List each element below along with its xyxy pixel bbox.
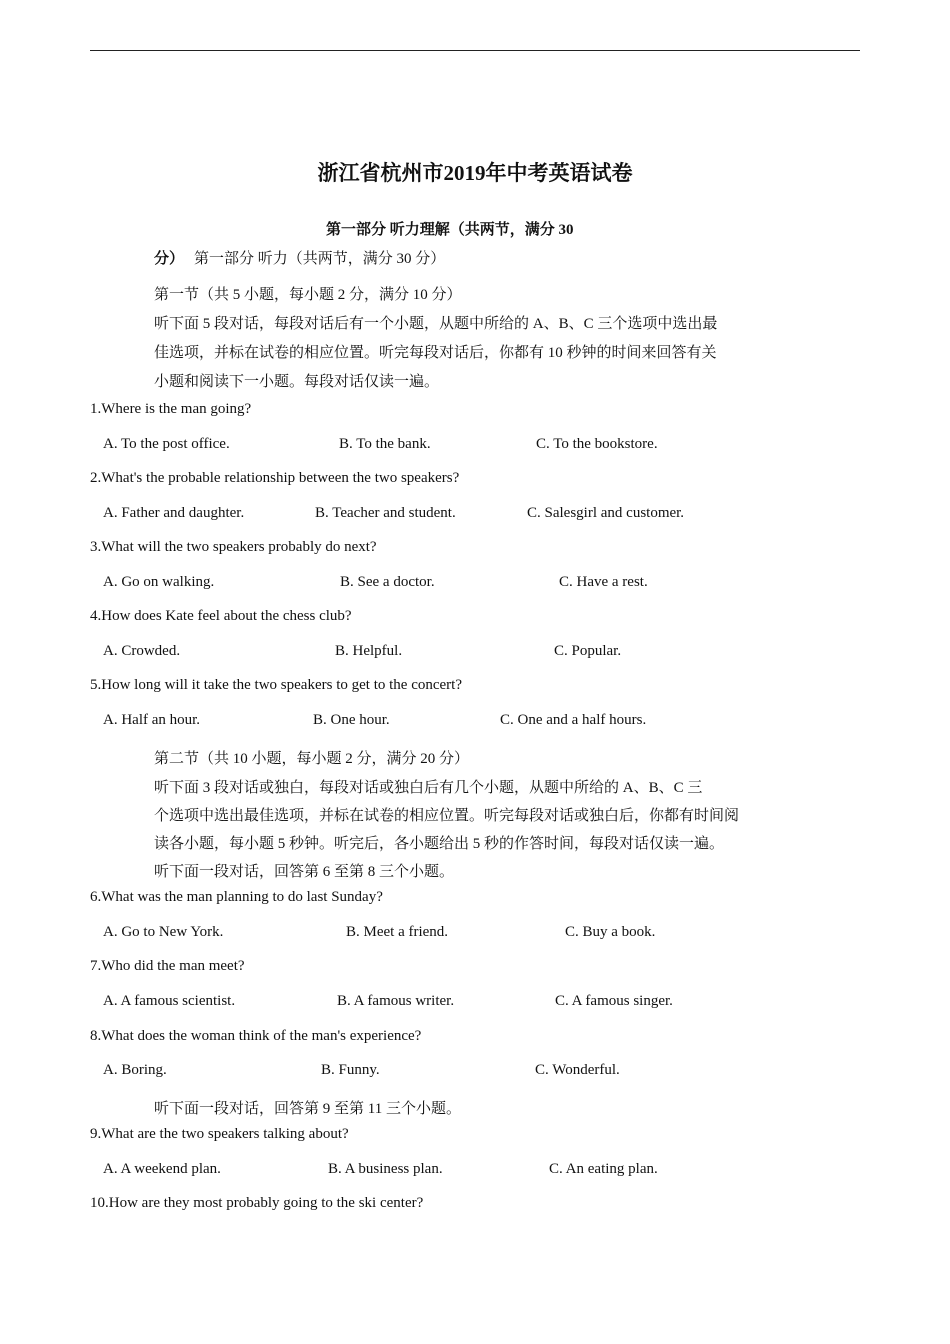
q6-option-c: C. Buy a book.: [565, 924, 656, 940]
q7-option-c: C. A famous singer.: [555, 993, 673, 1009]
question-1: 1.Where is the man going?: [90, 401, 252, 417]
question-3: 3.What will the two speakers probably do next?: [90, 539, 377, 555]
q1-option-c: C. To the bookstore.: [536, 436, 658, 452]
q4-option-b: B. Helpful.: [335, 643, 403, 659]
q3-option-b: B. See a doctor.: [340, 574, 435, 590]
q3-option-c: C. Have a rest.: [559, 574, 648, 590]
question-8: 8.What does the woman think of the man's experience?: [90, 1028, 422, 1044]
question-2: 2.What's the probable relationship between the two speakers?: [90, 470, 460, 486]
q9-option-c: C. An eating plan.: [549, 1161, 658, 1177]
page-title: 浙江省杭州市2019年中考英语试卷: [317, 161, 633, 185]
part1-heading-cont: 分）: [154, 251, 185, 267]
section2-note: 听下面一段对话，回答第 6 至第 8 三个小题。: [154, 864, 455, 880]
question-9: 9.What are the two speakers talking about?: [90, 1126, 349, 1142]
part1-subheading: 第一部分 听力（共两节，满分 30 分）: [194, 251, 446, 267]
q6-option-b: B. Meet a friend.: [346, 924, 449, 940]
q3-option-a: A. Go on walking.: [103, 574, 215, 590]
q9-option-a: A. A weekend plan.: [103, 1161, 221, 1177]
section1-instruction: 佳选项，并标在试卷的相应位置。听完每段对话后，你都有 10 秒钟的时间来回答有关: [154, 345, 717, 361]
q5-option-a: A. Half an hour.: [103, 712, 201, 728]
section2-note: 听下面一段对话，回答第 9 至第 11 三个小题。: [154, 1101, 461, 1117]
section1-heading: 第一节（共 5 小题，每小题 2 分，满分 10 分）: [154, 287, 462, 303]
q2-option-b: B. Teacher and student.: [315, 505, 456, 521]
q4-option-a: A. Crowded.: [103, 643, 181, 659]
q1-option-a: A. To the post office.: [103, 436, 230, 452]
section1-instruction: 小题和阅读下一小题。每段对话仅读一遍。: [154, 374, 440, 390]
header-rule: [90, 50, 860, 51]
question-4: 4.How does Kate feel about the chess club?: [90, 608, 352, 624]
q7-option-a: A. A famous scientist.: [103, 993, 236, 1009]
q4-option-c: C. Popular.: [554, 643, 622, 659]
q5-option-b: B. One hour.: [313, 712, 390, 728]
section2-heading: 第二节（共 10 小题，每小题 2 分，满分 20 分）: [154, 751, 470, 767]
q2-option-c: C. Salesgirl and customer.: [527, 505, 685, 521]
question-5: 5.How long will it take the two speakers to get to the concert?: [90, 677, 462, 693]
q8-option-b: B. Funny.: [321, 1062, 380, 1078]
question-10: 10.How are they most probably going to the ski center?: [90, 1195, 424, 1211]
q8-option-a: A. Boring.: [103, 1062, 167, 1078]
section2-instruction: 听下面 3 段对话或独白，每段对话或独白后有几个小题，从题中所给的 A、B、C 三: [154, 780, 703, 796]
q7-option-b: B. A famous writer.: [337, 993, 455, 1009]
section2-instruction: 读各小题，每小题 5 秒钟。听完后，各小题给出 5 秒的作答时间，每段对话仅读一遍。: [154, 836, 725, 852]
q8-option-c: C. Wonderful.: [535, 1062, 620, 1078]
q9-option-b: B. A business plan.: [328, 1161, 443, 1177]
part1-heading: 第一部分 听力理解（共两节，满分 30: [326, 222, 574, 238]
q5-option-c: C. One and a half hours.: [500, 712, 647, 728]
q1-option-b: B. To the bank.: [339, 436, 431, 452]
q6-option-a: A. Go to New York.: [103, 924, 224, 940]
question-7: 7.Who did the man meet?: [90, 958, 245, 974]
question-6: 6.What was the man planning to do last Sunday?: [90, 889, 383, 905]
section2-instruction: 个选项中选出最佳选项，并标在试卷的相应位置。听完每段对话或独白后，你都有时间阅: [154, 808, 740, 824]
section1-instruction: 听下面 5 段对话，每段对话后有一个小题，从题中所给的 A、B、C 三个选项中选出最: [154, 316, 718, 332]
q2-option-a: A. Father and daughter.: [103, 505, 245, 521]
